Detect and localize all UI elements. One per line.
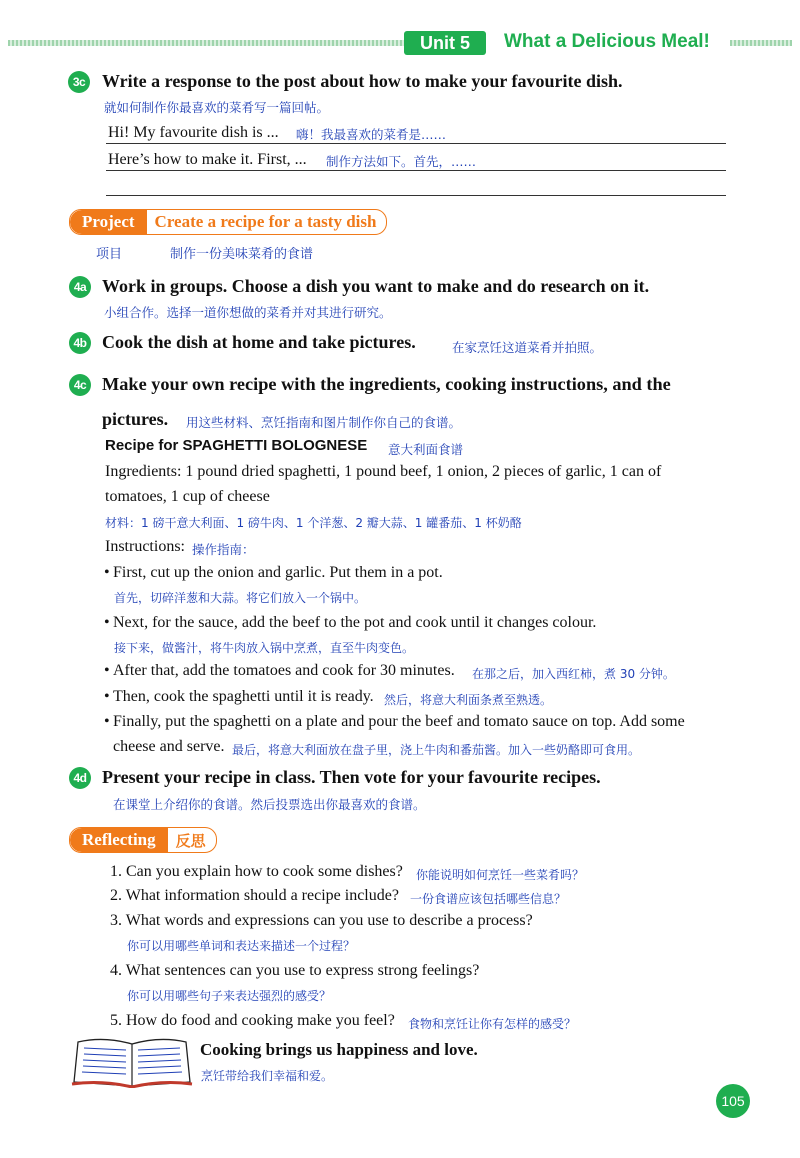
heading-4b-cn: 在家烹饪这道菜肴并拍照。	[452, 340, 603, 355]
heading-4d: Present your recipe in class. Then vote for your favourite recipes.	[102, 767, 601, 787]
recipe-title-cn: 意大利面食谱	[388, 442, 464, 457]
question-3-cn: 你可以用哪些单词和表达来描述一个过程？	[127, 939, 356, 953]
header-stripe-right	[730, 40, 792, 46]
footer-quote-en: Cooking brings us happiness and love.	[200, 1040, 478, 1059]
reflecting-tab-cn: 反思	[175, 831, 206, 850]
header-stripe	[8, 40, 404, 46]
question-2-cn: 一份食谱应该包括哪些信息？	[410, 892, 567, 906]
ingredients-cn: 材料：1 磅干意大利面、1 磅牛肉、1 个洋葱、2 瓣大蒜、1 罐番茄、1 杯奶酪	[105, 516, 522, 530]
project-title: Create a recipe for a tasty dish	[154, 212, 377, 231]
question-3-en: 3. What words and expressions can you use to describe a process?	[110, 912, 533, 929]
step-1-cn: 首先，切碎洋葱和大蒜。将它们放入一个锅中。	[114, 591, 367, 605]
reflecting-tab-label: Reflecting	[70, 828, 168, 852]
question-1-cn: 你能说明如何烹饪一些菜肴吗？	[416, 868, 585, 882]
ingredients-line1: Ingredients: 1 pound dried spaghetti, 1 pound beef, 1 onion, 2 pieces of garlic, 1 can of	[105, 463, 662, 480]
project-tab	[69, 209, 387, 235]
heading-3c-cn: 就如何制作你最喜欢的菜肴写一篇回帖。	[104, 100, 330, 115]
bullet: •	[104, 614, 110, 631]
bullet: •	[104, 688, 110, 705]
badge-4c: 4c	[69, 374, 91, 396]
step-1-en: First, cut up the onion and garlic. Put them in a pot.	[113, 564, 443, 581]
footer-quote-cn: 烹饪带给我们幸福和爱。	[201, 1069, 334, 1083]
step-5-en: Finally, put the spaghetti on a plate and pour the beef and tomato sauce on top. Add some	[113, 713, 685, 730]
response-line1-cn: 嗨！我最喜欢的菜肴是……	[296, 127, 447, 142]
heading-4d-cn: 在课堂上介绍你的食谱。然后投票选出你最喜欢的食谱。	[113, 797, 426, 812]
heading-4a-cn: 小组合作。选择一道你想做的菜肴并对其进行研究。	[104, 305, 392, 320]
heading-4c-line1: Make your own recipe with the ingredients, cooking instructions, and the	[102, 374, 671, 394]
badge-3c: 3c	[68, 71, 90, 93]
instructions-label-cn: 操作指南：	[192, 542, 255, 557]
step-2-cn: 接下来，做酱汁，将牛肉放入锅中烹煮，直至牛肉变色。	[114, 641, 415, 655]
ingredients-line2: tomatoes, 1 cup of cheese	[105, 488, 270, 505]
unit-tab: Unit 5	[404, 31, 486, 55]
unit-title: What a Delicious Meal!	[504, 31, 710, 52]
question-4-en: 4. What sentences can you use to express strong feelings?	[110, 962, 480, 979]
step-3-en: After that, add the tomatoes and cook for 30 minutes.	[113, 662, 455, 679]
reflecting-tab	[69, 827, 217, 853]
bullet: •	[104, 564, 110, 581]
heading-3c: Write a response to the post about how to make your favourite dish.	[102, 71, 623, 91]
step-4-en: Then, cook the spaghetti until it is ready.	[113, 688, 374, 705]
heading-4a: Work in groups. Choose a dish you want to make and do research on it.	[102, 276, 650, 296]
writing-line-3	[106, 195, 726, 196]
badge-4b: 4b	[69, 332, 91, 354]
writing-line-2	[106, 170, 726, 171]
project-tab-label: Project	[70, 210, 147, 234]
bullet: •	[104, 713, 110, 730]
project-title-cn: 制作一份美味菜肴的食谱	[170, 247, 314, 262]
question-5-cn: 食物和烹饪让你有怎样的感受？	[408, 1017, 577, 1031]
question-1-en: 1. Can you explain how to cook some dishes?	[110, 863, 403, 880]
step-3-cn: 在那之后，加入西红柿，煮 30 分钟。	[472, 667, 675, 681]
response-line1-en: Hi! My favourite dish is ...	[108, 124, 279, 141]
project-label-cn: 项目	[96, 247, 123, 262]
step-5-en-line2: cheese and serve.	[113, 738, 225, 755]
recipe-title: Recipe for SPAGHETTI BOLOGNESE	[105, 437, 368, 454]
response-line2-en: Here’s how to make it. First, ...	[108, 151, 307, 168]
open-book-icon	[70, 1036, 194, 1088]
heading-4c-cn: 用这些材料、烹饪指南和图片制作你自己的食谱。	[186, 415, 462, 430]
response-line2-cn: 制作方法如下。首先，……	[326, 154, 477, 169]
question-5-en: 5. How do food and cooking make you feel?	[110, 1012, 395, 1029]
heading-4c-line2: pictures.	[102, 409, 169, 429]
step-2-en: Next, for the sauce, add the beef to the pot and cook until it changes colour.	[113, 614, 597, 631]
badge-4d: 4d	[69, 767, 91, 789]
page-number: 105	[716, 1084, 750, 1118]
bullet: •	[104, 662, 110, 679]
step-4-cn: 然后，将意大利面条煮至熟透。	[384, 693, 553, 707]
badge-4a: 4a	[69, 276, 91, 298]
instructions-label: Instructions:	[105, 538, 185, 555]
question-4-cn: 你可以用哪些句子来表达强烈的感受？	[127, 989, 332, 1003]
step-5-cn: 最后，将意大利面放在盘子里，浇上牛肉和番茄酱。加入一些奶酪即可食用。	[232, 743, 641, 757]
question-2-en: 2. What information should a recipe include?	[110, 887, 399, 904]
writing-line-1	[106, 143, 726, 144]
heading-4b: Cook the dish at home and take pictures.	[102, 332, 416, 352]
